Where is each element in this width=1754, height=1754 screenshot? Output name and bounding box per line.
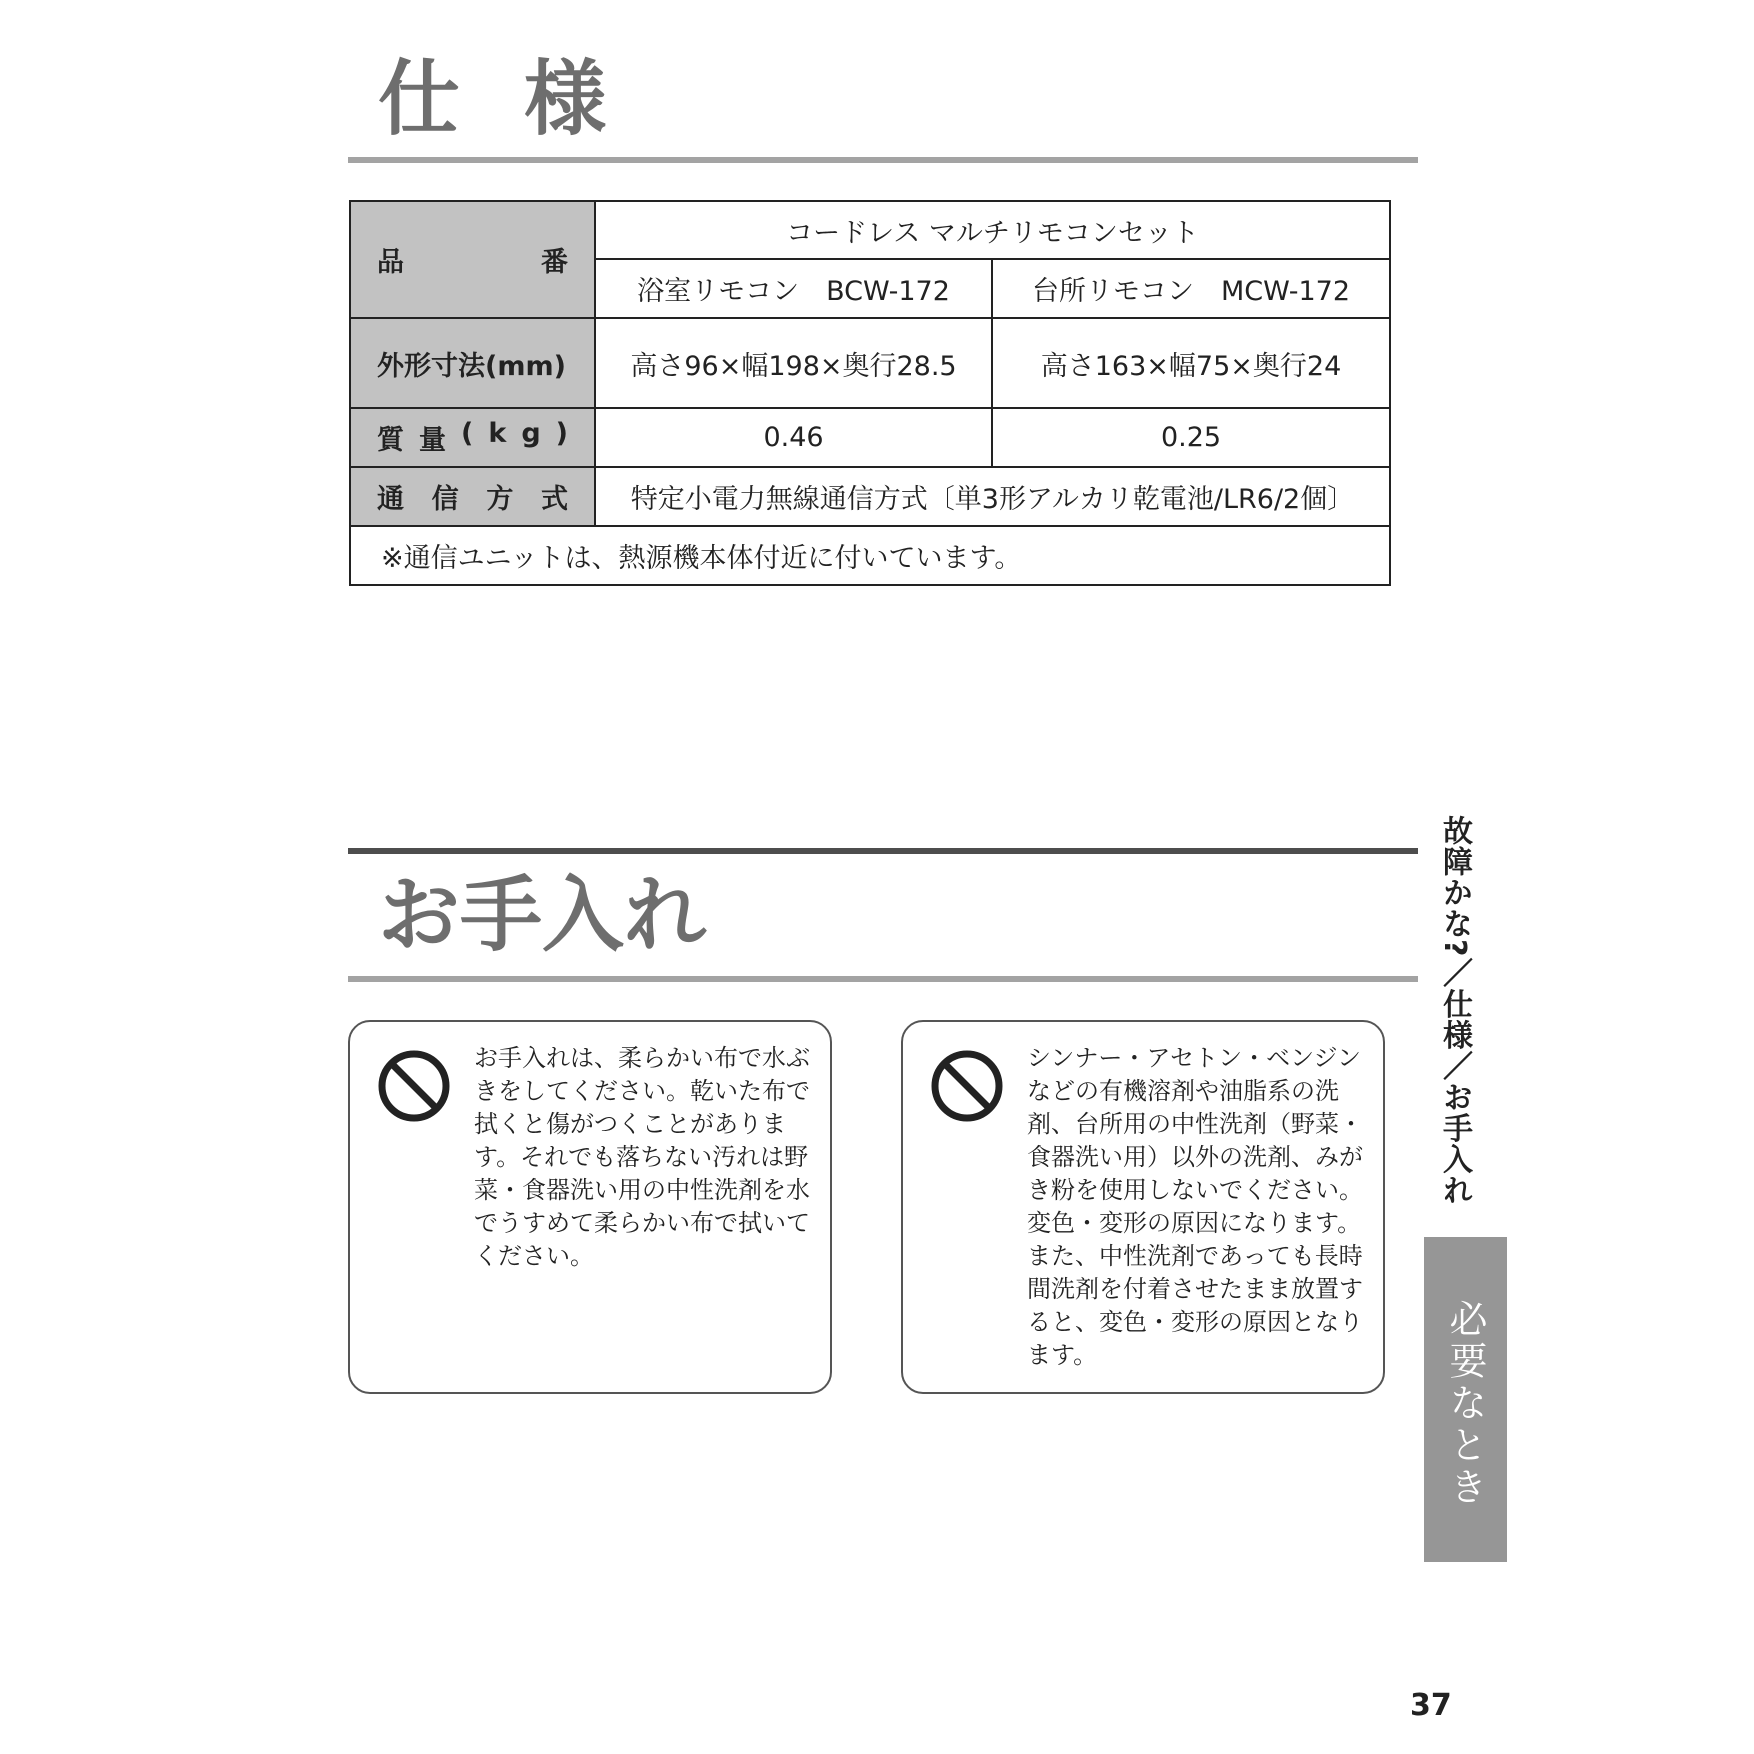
care-title: お手入れ	[378, 868, 707, 963]
dimensions-label: 外形寸法(mm)	[350, 318, 595, 408]
page-number: 37	[1410, 1688, 1452, 1723]
care-card-soft-cloth	[348, 1020, 832, 1394]
care-card-text: お手入れは、柔らかい布で水ぶきをしてください。乾いた布で拭くと傷がつくことがあります。それでも落ちない汚れは野菜・食器洗い用の中性洗剤を水でうすめて柔らかい布で拭いてください。	[474, 1044, 810, 1270]
spec-table	[349, 200, 1391, 586]
bath-remote-model: 浴室リモコン BCW-172	[595, 259, 992, 318]
side-section-label: 故障かな?／仕様／お手入れ	[1437, 815, 1472, 1206]
bath-dimensions: 高さ96×幅198×奥行28.5	[595, 318, 992, 408]
care-title-rule	[348, 976, 1418, 982]
side-tab	[1424, 1237, 1507, 1562]
spec-title-rule	[348, 157, 1418, 163]
bath-mass: 0.46	[595, 408, 992, 467]
model-number-label: 品 番	[350, 201, 595, 318]
mass-label: 質 量 ( k g )	[350, 408, 595, 467]
product-set-name: コードレス マルチリモコンセット	[595, 201, 1390, 259]
spec-title: 仕様	[378, 52, 671, 147]
care-top-rule	[348, 848, 1418, 854]
table-note: ※通信ユニットは、熱源機本体付近に付いています。	[350, 526, 1390, 585]
care-card-text: シンナー・アセトン・ベンジンなどの有機溶剤や油脂系の洗剤、台所用の中性洗剤（野菜・食器洗い用）以外の洗剤、みがき粉を使用しないでください。変色・変形の原因になります。また、中性洗剤であっても長時間洗剤を付着させたまま放置すると、変色・変形の原因となります。	[1027, 1044, 1363, 1369]
communication-method-label: 通 信 方 式	[350, 467, 595, 526]
kitchen-remote-model: 台所リモコン MCW-172	[992, 259, 1390, 318]
care-card-no-solvents	[901, 1020, 1385, 1394]
prohibit-icon	[376, 1048, 452, 1124]
prohibit-icon	[929, 1048, 1005, 1124]
communication-method-value: 特定小電力無線通信方式〔単3形アルカリ乾電池/LR6/2個〕	[595, 467, 1390, 526]
side-tab-label: 必要なとき	[1443, 1299, 1487, 1509]
kitchen-mass: 0.25	[992, 408, 1390, 467]
kitchen-dimensions: 高さ163×幅75×奥行24	[992, 318, 1390, 408]
